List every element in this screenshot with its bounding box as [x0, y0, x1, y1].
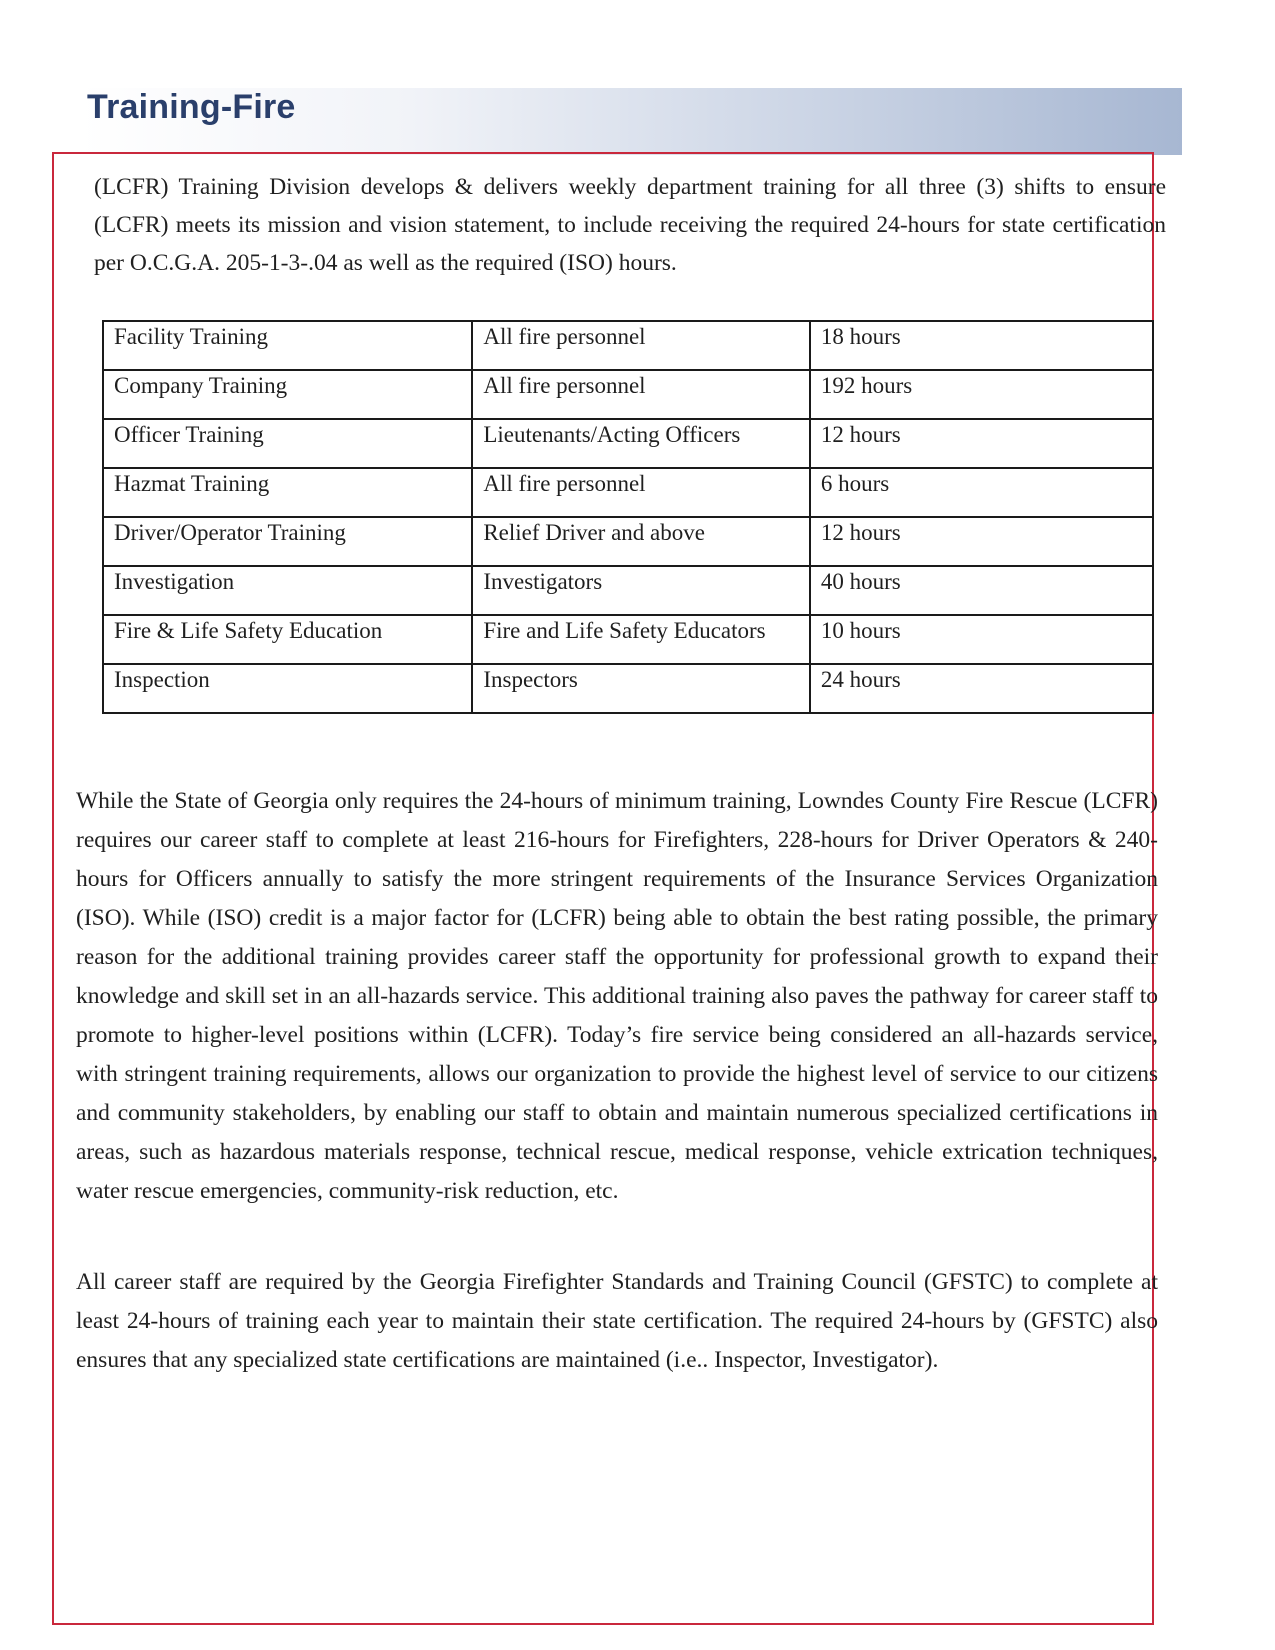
training-type-cell: Company Training [103, 370, 472, 419]
personnel-cell: All fire personnel [472, 321, 810, 370]
hours-cell: 12 hours [810, 517, 1153, 566]
training-type-cell: Facility Training [103, 321, 472, 370]
training-type-cell: Fire & Life Safety Education [103, 615, 472, 664]
table-row [103, 517, 1153, 566]
intro-paragraph: (LCFR) Training Division develops & delivers weekly department training for all three (3) shifts to ensure (LCFR) meets its mission and vision statement, to include receiving the required 24-hours for state certification per O.C.G.A. 205-1-3-.04 as well as the required (ISO) hours. [94, 174, 1166, 276]
hours-cell: 24 hours [810, 664, 1153, 713]
table-row [103, 321, 1153, 370]
table-row [103, 370, 1153, 419]
hours-cell: 18 hours [810, 321, 1153, 370]
training-hours-table [102, 320, 1154, 714]
training-type-cell: Inspection [103, 664, 472, 713]
personnel-cell: Relief Driver and above [472, 517, 810, 566]
hours-cell: 10 hours [810, 615, 1153, 664]
personnel-cell: Fire and Life Safety Educators [472, 615, 810, 664]
personnel-cell: All fire personnel [472, 370, 810, 419]
training-type-cell: Investigation [103, 566, 472, 615]
training-type-cell: Hazmat Training [103, 468, 472, 517]
table-row [103, 419, 1153, 468]
table-row [103, 615, 1153, 664]
hours-cell: 192 hours [810, 370, 1153, 419]
hours-cell: 40 hours [810, 566, 1153, 615]
training-type-cell: Driver/Operator Training [103, 517, 472, 566]
personnel-cell: All fire personnel [472, 468, 810, 517]
page-title: Training-Fire [87, 88, 296, 126]
training-type-cell: Officer Training [103, 419, 472, 468]
hours-cell: 6 hours [810, 468, 1153, 517]
personnel-cell: Investigators [472, 566, 810, 615]
training-requirements-paragraph: While the State of Georgia only requires the 24-hours of minimum training, Lowndes County Fire Rescue (LCFR) requires our career staff to complete at least 216-hours for Firefighters, 228-hours for Driver Operators & 240-hours for Officers annually to satisfy the more stringent requirements of the Insurance Services Organization (ISO). While (ISO) credit is a major factor for (LCFR) being able to obtain the best rating possible, the primary reason for the additional training provides career staff the opportunity for professional growth to expand their knowledge and skill set in an all-hazards service. This additional training also paves the pathway for career staff to promote to higher-level positions within (LCFR). Today’s fire service being considered an all-hazards service, with stringent training requirements, allows our organization to provide the highest level of service to our citizens and community stakeholders, by enabling our staff to obtain and maintain numerous specialized certifications in areas, such as hazardous materials response, technical rescue, medical response, vehicle extrication techniques, water rescue emergencies, community-risk reduction, etc. [76, 788, 1158, 1204]
personnel-cell: Lieutenants/Acting Officers [472, 419, 810, 468]
table-row [103, 664, 1153, 713]
table-row [103, 566, 1153, 615]
hours-cell: 12 hours [810, 419, 1153, 468]
personnel-cell: Inspectors [472, 664, 810, 713]
table-row [103, 468, 1153, 517]
gfstc-paragraph: All career staff are required by the Georgia Firefighter Standards and Training Council (GFSTC) to complete at least 24-hours of training each year to maintain their state certification. The required 24-hours by (GFSTC) also ensures that any specialized state certifications are maintained (i.e.. Inspector, Investigator). [76, 1269, 1158, 1373]
